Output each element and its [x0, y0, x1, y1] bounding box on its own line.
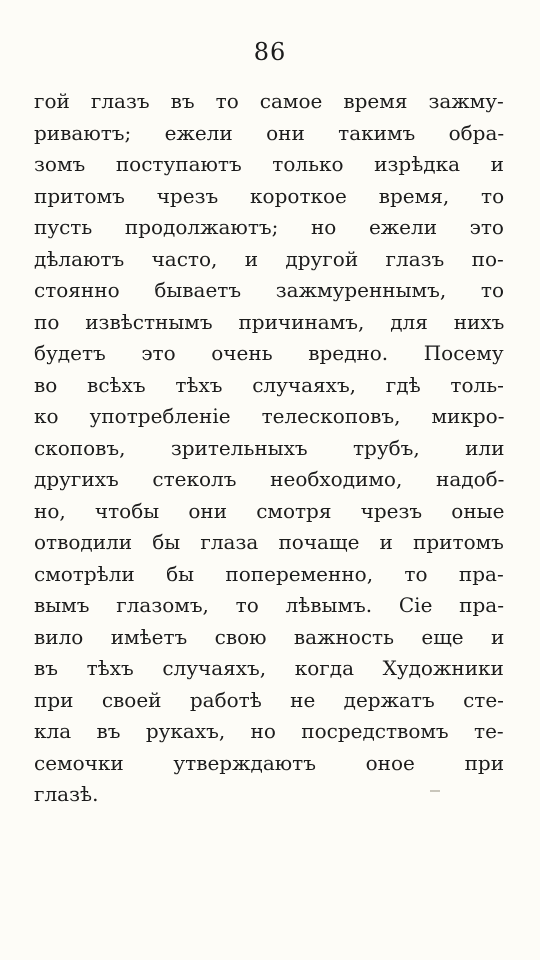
text-line-content: пусть продолжаютъ; но ежели это — [34, 215, 504, 239]
text-line-content: дѣлаютъ часто, и другой глазъ по- — [34, 246, 504, 271]
text-line-content: смотрѣли бы попеременно, то пра- — [34, 561, 504, 586]
text-line-content: отводили бы глаза почаще и притомъ — [34, 530, 504, 554]
text-line-content: зомъ поступаютъ только изрѣдка и — [34, 152, 504, 176]
text-line-content: кла въ рукахъ, но посредствомъ те- — [34, 719, 504, 743]
text-line — [34, 86, 504, 118]
text-line-content: по извѣстнымъ причинамъ, для нихъ — [34, 309, 505, 334]
text-line-content: вымъ глазомъ, то лѣвымъ. Сіе пра- — [34, 593, 504, 617]
text-line — [34, 748, 504, 780]
text-line — [34, 212, 504, 244]
text-line-content: стоянно бываетъ зажмуреннымъ, то — [34, 278, 504, 302]
text-line-content: будетъ это очень вредно. Посему — [34, 341, 504, 365]
text-line — [34, 118, 504, 150]
text-line — [34, 527, 504, 559]
text-line — [34, 433, 504, 465]
text-line — [34, 244, 504, 276]
text-line — [34, 149, 504, 181]
text-line — [34, 653, 504, 685]
text-line-content: ко употребленіе телескоповъ, микро- — [34, 404, 505, 428]
text-line — [34, 685, 504, 717]
page-number: 86 — [253, 38, 287, 66]
text-line-content: при своей работѣ не держатъ сте- — [34, 687, 504, 712]
text-line-content: притомъ чрезъ короткое время, то — [34, 183, 505, 208]
text-line-content: риваютъ; ежели они такимъ обра- — [34, 120, 505, 145]
text-line-content: въ тѣхъ случаяхъ, когда Художники — [34, 656, 504, 680]
text-line-content: вило имѣетъ свою важность еще и — [34, 624, 505, 649]
text-line-content: другихъ стеколъ необходимо, надоб- — [34, 467, 505, 491]
text-line-content: во всѣхъ тѣхъ случаяхъ, гдѣ толь- — [34, 372, 504, 397]
text-line-content: семочки утверждаютъ оное при — [34, 750, 505, 775]
text-line — [34, 307, 504, 339]
text-line — [34, 716, 504, 748]
text-line — [34, 496, 504, 528]
body-text — [34, 86, 504, 811]
text-line-content: скоповъ, зрительныхъ трубъ, или — [34, 435, 505, 460]
text-line-content: но, чтобы они смотря чрезъ оные — [34, 498, 505, 523]
text-line — [34, 559, 504, 591]
text-line — [34, 338, 504, 370]
text-line — [34, 622, 504, 654]
text-line-content: гой глазъ въ то самое время зажму- — [34, 89, 504, 113]
text-line — [34, 181, 504, 213]
text-line — [34, 779, 504, 811]
text-line — [34, 590, 504, 622]
text-line — [34, 275, 504, 307]
text-line — [34, 464, 504, 496]
text-line-content: глазѣ. — [34, 782, 99, 806]
text-line — [34, 370, 504, 402]
text-line — [34, 401, 504, 433]
ink-smudge — [430, 790, 440, 792]
